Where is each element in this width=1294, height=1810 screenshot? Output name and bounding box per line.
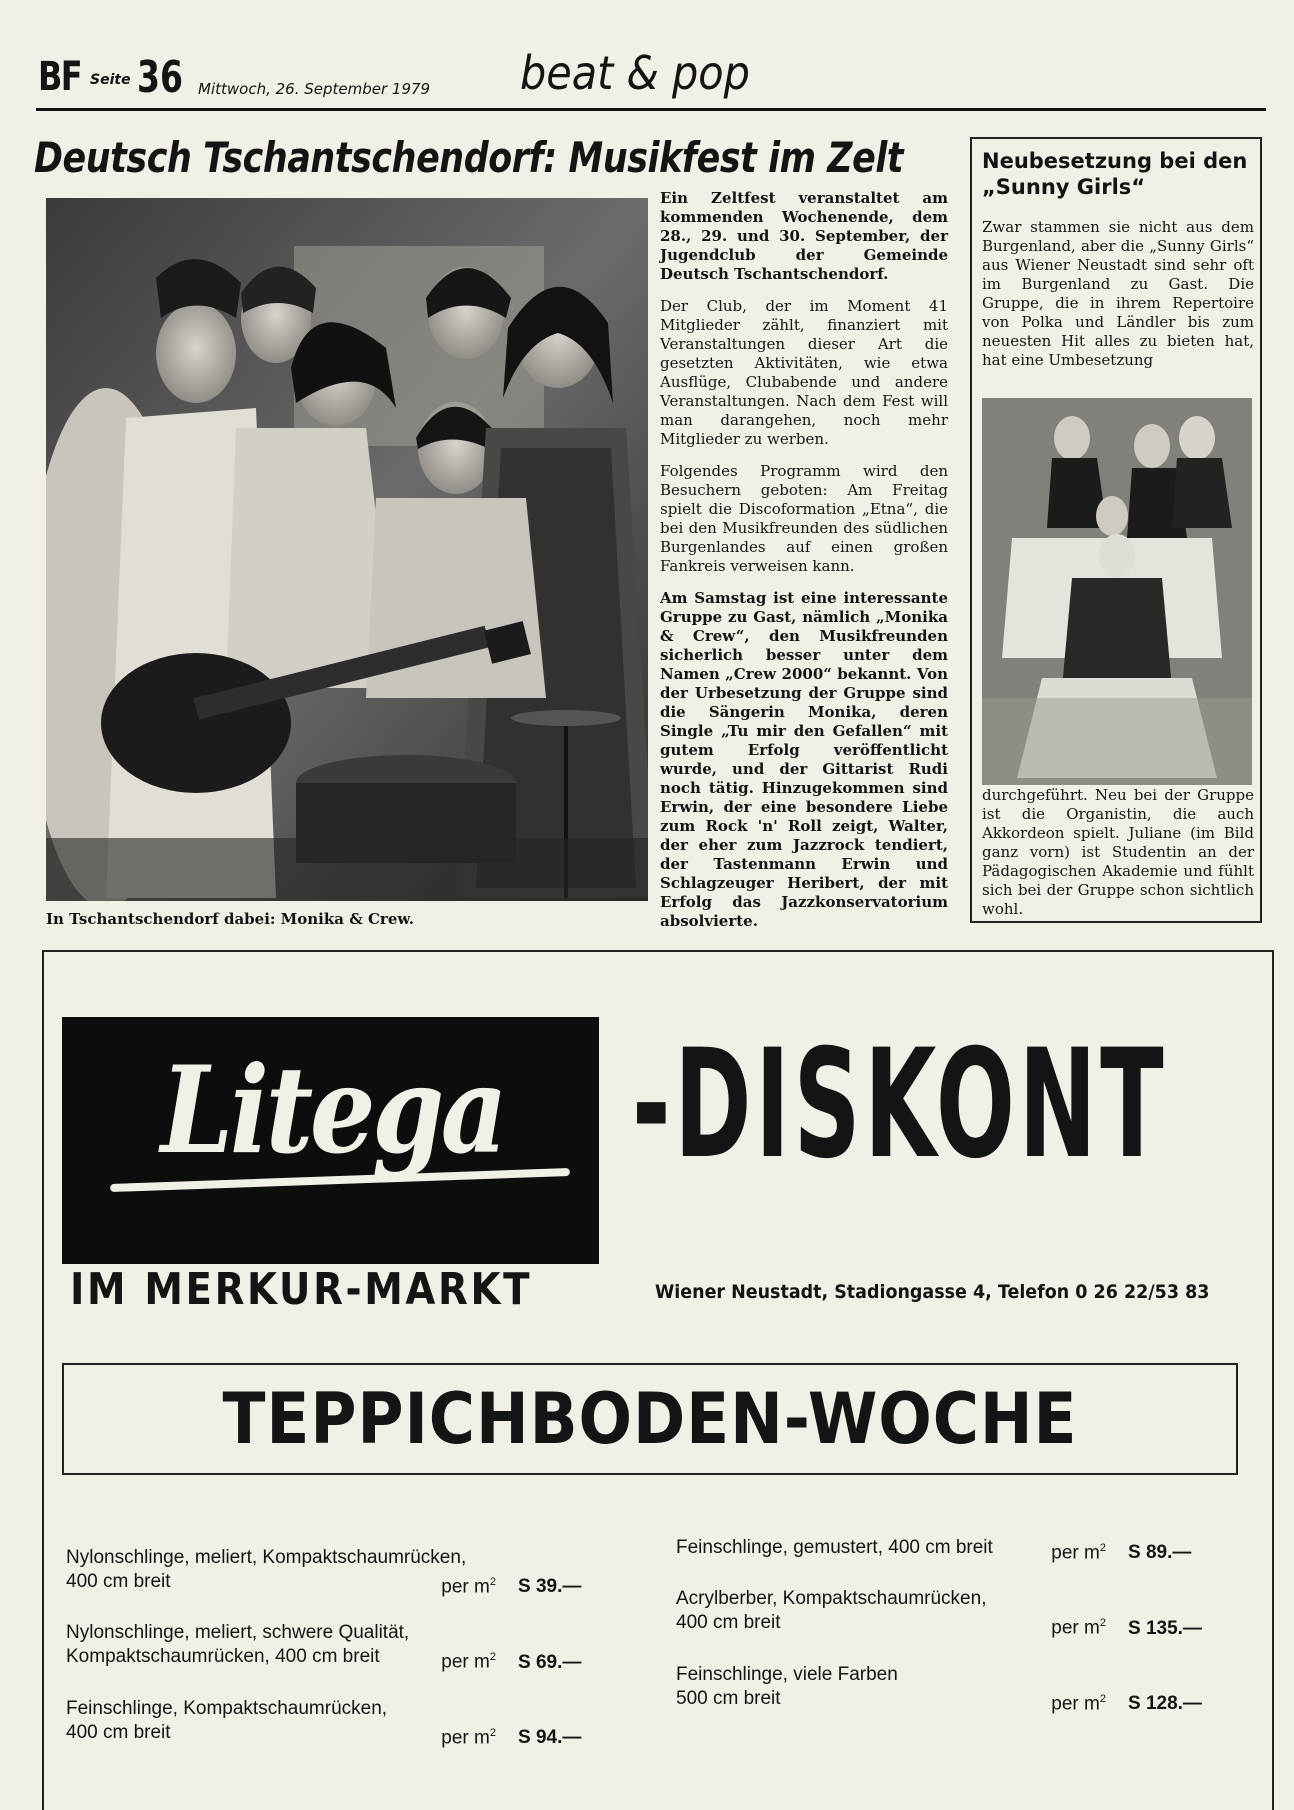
price-item (66, 1621, 626, 1674)
unit-exponent: 2 (1099, 1617, 1106, 1630)
header-rule (36, 108, 1266, 111)
price-list-right (676, 1536, 1236, 1738)
item-price: S 39.— (518, 1576, 582, 1598)
promo-headline: TEPPICHBODEN-WOCHE (222, 1378, 1078, 1460)
article-paragraph: Am Samstag ist eine interessante Gruppe zu Gast, nämlich „Monika & Crew“, den Musikfreunden sicherlich besser unter dem Namen „Crew 2000“ bekannt. Von der Urbesetzung der Gruppe sind die Sängerin Monika, deren Single „Tu mir den Gefallen“ mit gutem Erfolg veröffentlicht wurde, und der Gittarist Rudi noch tätig. Hinzugekommen sind Erwin, der eine besondere Liebe zum Rock 'n' Roll zeigt, Walter, der eher zum Jazzrock tendiert, der Tastenmann Erwin und Schlagzeuger Heribert, der mit Erfolg das Jazzkonservatorium absolvierte. (660, 589, 948, 930)
unit-exponent: 2 (1099, 1542, 1106, 1554)
item-unit: per m (1051, 1617, 1100, 1639)
item-unit: per m (441, 1651, 490, 1673)
sidebar-title: Neubesetzung bei den „Sunny Girls“ (982, 149, 1248, 199)
item-description: Acrylberber, Kompaktschaumrücken, (676, 1588, 987, 1610)
section-title: beat & pop (520, 46, 750, 100)
item-price: S 94.— (518, 1726, 582, 1748)
article-body (660, 189, 948, 944)
band-photo (46, 198, 648, 901)
item-unit: per m (441, 1726, 490, 1748)
item-unit: per m (441, 1576, 490, 1598)
unit-exponent: 2 (489, 1576, 496, 1588)
sidebar-text: durchgeführt. Neu bei der Gruppe ist die Organistin, die auch Akkordeon spielt. Juliane (im Bild ganz vorn) ist Studentin an der Pädagogischen Akademie und fühlt sich bei der Gruppe schon sichtlich wohl. (982, 786, 1254, 918)
litega-logo: Litega (160, 1040, 505, 1181)
item-description: 400 cm breit (676, 1612, 781, 1634)
article-paragraph: Folgendes Programm wird den Besuchern geboten: Am Freitag spielt die Discoformation „Etna“, die bei den Musikfreunden des südlichen Burgenlandes auf einen großen Fankreis verweisen kann. (660, 462, 948, 575)
item-unit: per m (1051, 1692, 1100, 1714)
unit-exponent: 2 (489, 1651, 496, 1664)
item-description: 500 cm breit (676, 1687, 781, 1709)
price-item (676, 1663, 1236, 1716)
sunny-girls-photo (982, 398, 1252, 785)
page-number: 36 (137, 52, 183, 103)
article-headline: Deutsch Tschantschendorf: Musikfest im Zelt (34, 133, 904, 182)
brand-suffix: -DISKONT (632, 1018, 1168, 1192)
item-price: S 128.— (1128, 1692, 1202, 1714)
item-description: 400 cm breit (66, 1721, 171, 1743)
item-price: S 135.— (1128, 1617, 1202, 1639)
store-address: Wiener Neustadt, Stadiongasse 4, Telefon 0 26 22/53 83 (655, 1281, 1210, 1303)
unit-exponent: 2 (489, 1726, 496, 1739)
item-description: Kompaktschaumrücken, 400 cm breit (66, 1646, 380, 1668)
item-description: Feinschlinge, Kompaktschaumrücken, (66, 1697, 388, 1719)
sidebar-text: Zwar stammen sie nicht aus dem Burgenland, aber die „Sunny Girls“ aus Wiener Neustadt sind sehr oft im Burgenland zu Gast. Die Gruppe, die in ihrem Repertoire von Polka und Ländler bis zum neuesten Hit alles zu bieten hat, hat eine Umbesetzung (982, 218, 1254, 369)
paper-logo: BF (38, 54, 82, 100)
price-item (66, 1697, 626, 1750)
item-price: S 89.— (1128, 1542, 1192, 1564)
article-paragraph: Ein Zeltfest veranstaltet am kommenden Wochenende, dem 28., 29. und 30. September, der Jugendclub der Gemeinde Deutsch Tschantschendorf. (660, 189, 948, 283)
item-description: Feinschlinge, viele Farben (676, 1663, 898, 1685)
item-description: Nylonschlinge, meliert, schwere Qualität, (66, 1622, 410, 1644)
item-price: S 69.— (518, 1651, 582, 1673)
page-label: Seite (90, 72, 131, 88)
store-location: IM MERKUR-MARKT (70, 1264, 533, 1315)
photo-caption: In Tschantschendorf dabei: Monika & Crew. (46, 910, 414, 928)
price-item (66, 1546, 626, 1599)
item-unit: per m (1051, 1542, 1100, 1564)
unit-exponent: 2 (1099, 1692, 1106, 1705)
price-item (676, 1536, 1236, 1565)
issue-date: Mittwoch, 26. September 1979 (198, 80, 431, 98)
price-item (676, 1587, 1236, 1640)
item-description: Nylonschlinge, meliert, Kompaktschaumrücken, (66, 1547, 467, 1568)
item-description: 400 cm breit (66, 1571, 171, 1592)
item-description: Feinschlinge, gemustert, 400 cm breit (676, 1537, 993, 1558)
article-paragraph: Der Club, der im Moment 41 Mitglieder zählt, finanziert mit Veranstaltungen dieser Art die gesetzten Aktivitäten, wie etwa Ausflüge, Clubabende und andere Veranstaltungen. Nach dem Fest will man darangehen, noch mehr Mitglieder zu werben. (660, 297, 948, 448)
price-list-left (66, 1546, 626, 1772)
